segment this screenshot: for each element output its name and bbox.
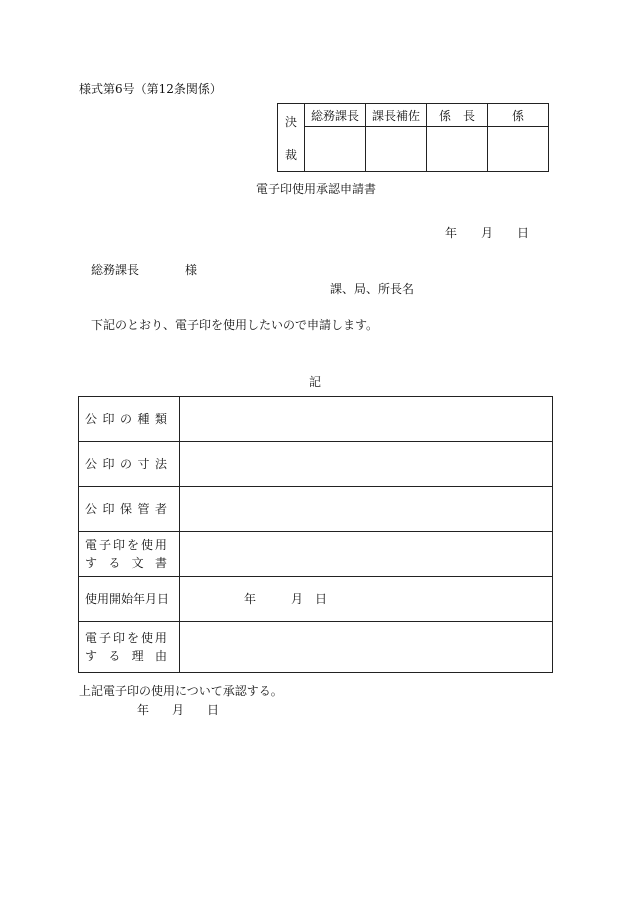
label-char: 印 [102,412,115,426]
label-char: る [108,556,121,570]
table-row [79,397,553,442]
label-char: の [119,457,132,471]
label-char: の [119,412,132,426]
label-char: を [126,538,139,552]
label-char: 用 [154,538,167,552]
approval-seal-cell[interactable] [366,127,427,172]
label-char: 印 [102,457,115,471]
addressee-title: 総務課長 [91,263,140,277]
label-char: 印 [102,502,115,516]
label-char: 管 [137,502,150,516]
approval-side-label-bottom: 裁 [284,147,297,162]
label-char: 用 [154,631,167,645]
seal-custodian-field[interactable] [180,487,553,532]
approval-seal-cell[interactable] [305,127,366,172]
table-row [79,532,553,577]
label-char: 書 [154,556,167,570]
approval-header-deputy-chief: 課長補佐 [366,104,427,127]
approval-seal-cell[interactable] [488,127,549,172]
label-char: 類 [154,412,167,426]
row-label-reason [79,622,180,673]
seal-type-field[interactable] [180,397,553,442]
label-char: 理 [131,649,144,663]
approval-box [277,103,549,172]
approval-header-staff: 係 [488,104,549,127]
document-title: 電子印使用承認申請書 [256,182,377,196]
label-char: 寸 [137,457,150,471]
detail-table [78,396,553,673]
approval-statement: 上記電子印の使用について承認する。 [79,684,283,698]
label-char: 文 [131,556,144,570]
approval-date-day: 日 [207,703,220,717]
applicant-label: 課、局、所長名 [330,282,415,296]
seal-size-field[interactable] [180,442,553,487]
label-char: 電 [85,631,98,645]
approval-side-label [278,104,305,172]
label-char: 印 [112,631,125,645]
start-date-month: 月 [291,592,304,606]
addressee-honorific: 様 [185,263,198,277]
approval-date-year: 年 [137,703,150,717]
row-label-seal-size [79,442,180,487]
label-char: を [126,631,139,645]
label-char: 電 [85,538,98,552]
approval-header-section-chief: 係 長 [427,104,488,127]
label-char: る [108,649,121,663]
label-char: す [85,649,98,663]
table-row [79,622,553,673]
approval-date-month: 月 [172,703,185,717]
label-char: 使 [140,631,153,645]
row-label-seal-type [79,397,180,442]
row-label-seal-custodian [79,487,180,532]
body-text: 下記のとおり、電子印を使用したいので申請します。 [91,318,379,332]
date-month: 月 [481,226,494,240]
label-char: 公 [85,502,98,516]
date-day: 日 [517,226,530,240]
label-char: 法 [154,457,167,471]
label-char: 印 [112,538,125,552]
approval-seal-cell[interactable] [427,127,488,172]
table-row [79,442,553,487]
label-char: 公 [85,457,98,471]
label-char: 使 [140,538,153,552]
start-date-day: 日 [315,592,328,606]
row-label-start-date [79,577,180,622]
label-char: 公 [85,412,98,426]
approval-side-label-top: 決 [284,114,297,129]
label-char: 由 [154,649,167,663]
start-date-field[interactable] [180,577,553,622]
label-char: 種 [137,412,150,426]
label-char: 者 [154,502,167,516]
ki-marker: 記 [309,375,322,389]
label-char: 子 [98,538,111,552]
form-number: 様式第6号（第12条関係） [79,82,222,96]
label-char: 保 [119,502,132,516]
reason-field[interactable] [180,622,553,673]
date-year: 年 [445,226,458,240]
label-char: す [85,556,98,570]
start-date-year: 年 [244,592,257,606]
row-label-documents [79,532,180,577]
table-row [79,577,553,622]
table-row [79,487,553,532]
label-text: 使用開始年月日 [85,592,170,606]
documents-field[interactable] [180,532,553,577]
approval-header-general-affairs-chief: 総務課長 [305,104,366,127]
label-char: 子 [98,631,111,645]
